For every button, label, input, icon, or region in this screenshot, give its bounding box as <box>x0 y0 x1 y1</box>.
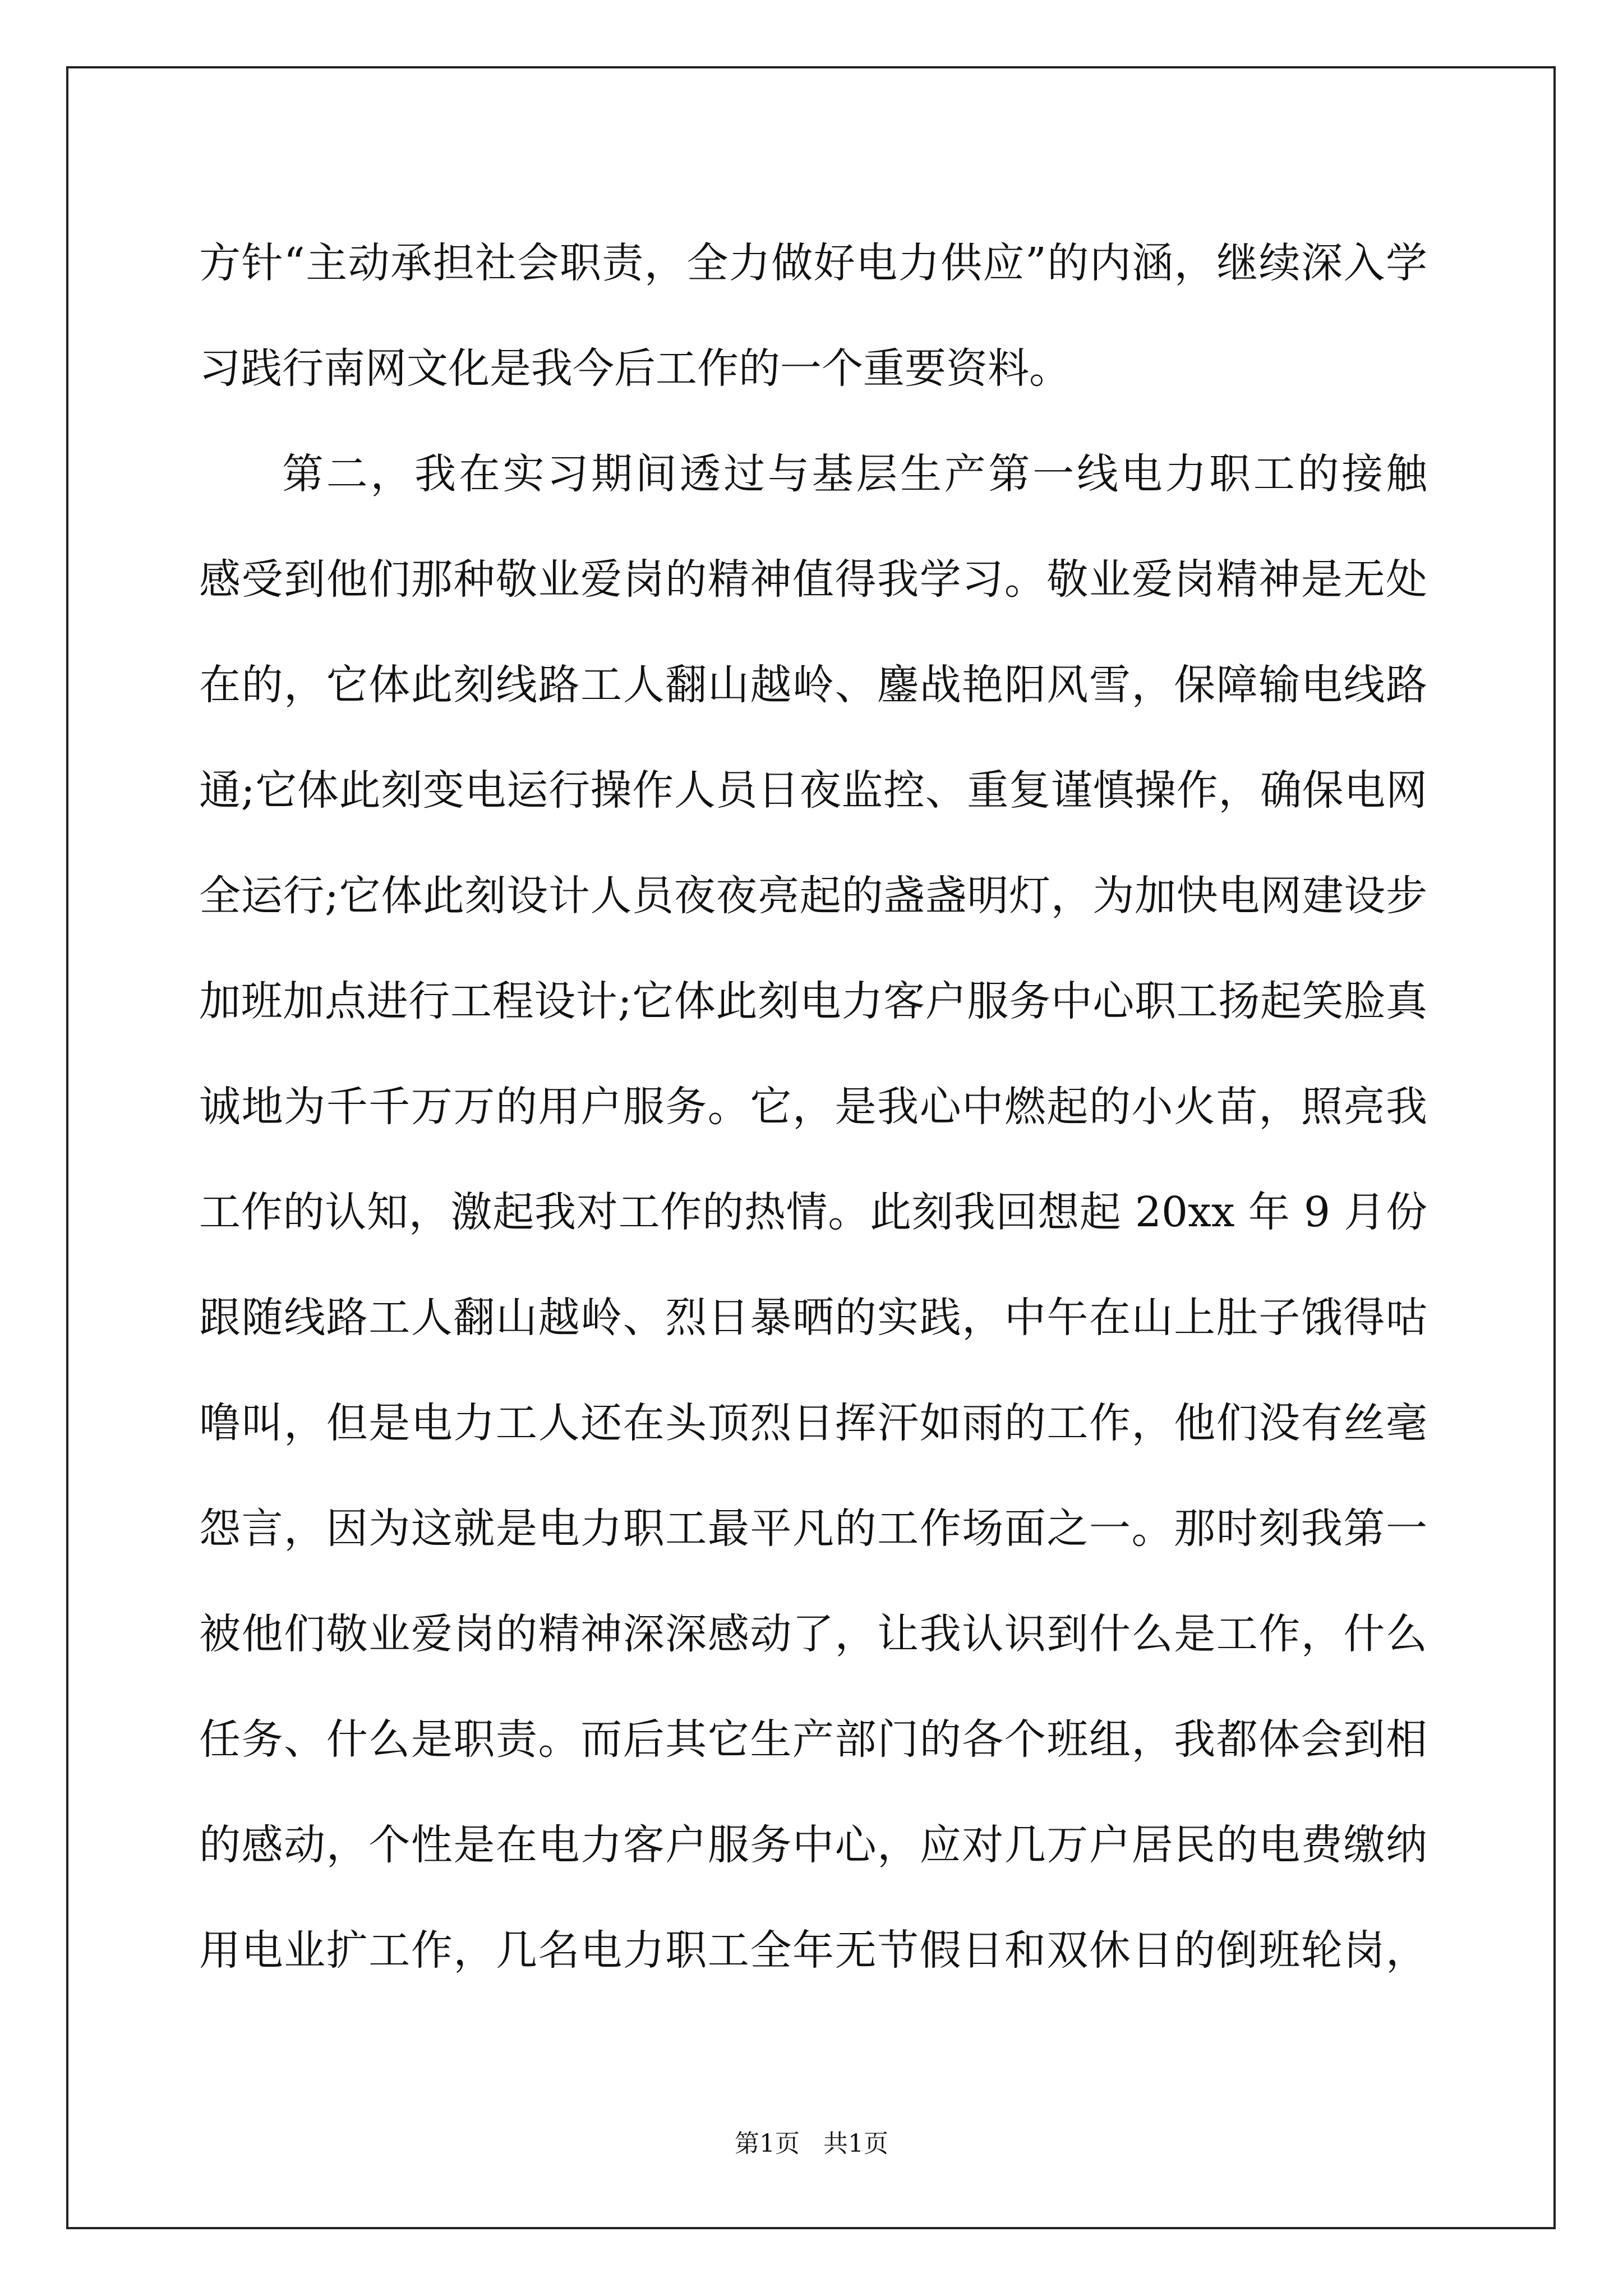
document-body <box>199 210 1427 2003</box>
text-line: 通;它体此刻变电运行操作人员日夜监控、重复谨慎操作，确保电网 <box>199 766 1427 815</box>
text-line: 全运行;它体此刻设计人员夜夜亮起的盏盏明灯，为加快电网建设步 <box>199 872 1427 920</box>
text-line: 用电业扩工作，几名电力职工全年无节假日和双休日的倒班轮岗， <box>199 1926 1427 1975</box>
text-line: 的感动，个性是在电力客户服务中心，应对几万户居民的电费缴纳 <box>199 1821 1427 1869</box>
text-line: 被他们敬业爱岗的精神深深感动了，让我认识到什么是工作，什么 <box>199 1610 1427 1658</box>
page-number: 第1页 <box>735 2129 800 2158</box>
text-line: 跟随线路工人翻山越岭、烈日暴晒的实践，中午在山上肚子饿得咕 <box>199 1294 1427 1342</box>
text-line: 方针“主动承担社会职责，全力做好电力供应”的内涵，继续深入学 <box>199 239 1427 287</box>
text-line: 工作的认知，激起我对工作的热情。此刻我回想起 20xx 年 9 月份 <box>199 1188 1427 1236</box>
text-line: 任务、什么是职责。而后其它生产部门的各个班组，我都体会到相 <box>199 1715 1427 1764</box>
text-line: 噜叫，但是电力工人还在头顶烈日挥汗如雨的工作，他们没有丝毫 <box>199 1399 1427 1447</box>
text-line: 诚地为千千万万的用户服务。它，是我心中燃起的小火苗，照亮我 <box>199 1083 1427 1131</box>
text-line: 习践行南网文化是我今后工作的一个重要资料。 <box>199 344 1071 393</box>
page-total: 共1页 <box>823 2129 888 2158</box>
paragraph-first-line: 第二，我在实习期间透过与基层生产第一线电力职工的接触 <box>282 450 1427 498</box>
text-line: 怨言，因为这就是电力职工最平凡的工作场面之一。那时刻我第一 <box>199 1504 1427 1553</box>
text-line: 感受到他们那种敬业爱岗的精神值得我学习。敬业爱岗精神是无处 <box>199 555 1427 604</box>
text-line: 在的，它体此刻线路工人翻山越岭、鏖战艳阳风雪，保障输电线路 <box>199 661 1427 709</box>
text-line: 加班加点进行工程设计;它体此刻电力客户服务中心职工扬起笑脸真 <box>199 977 1427 1025</box>
page-footer <box>0 2127 1623 2161</box>
